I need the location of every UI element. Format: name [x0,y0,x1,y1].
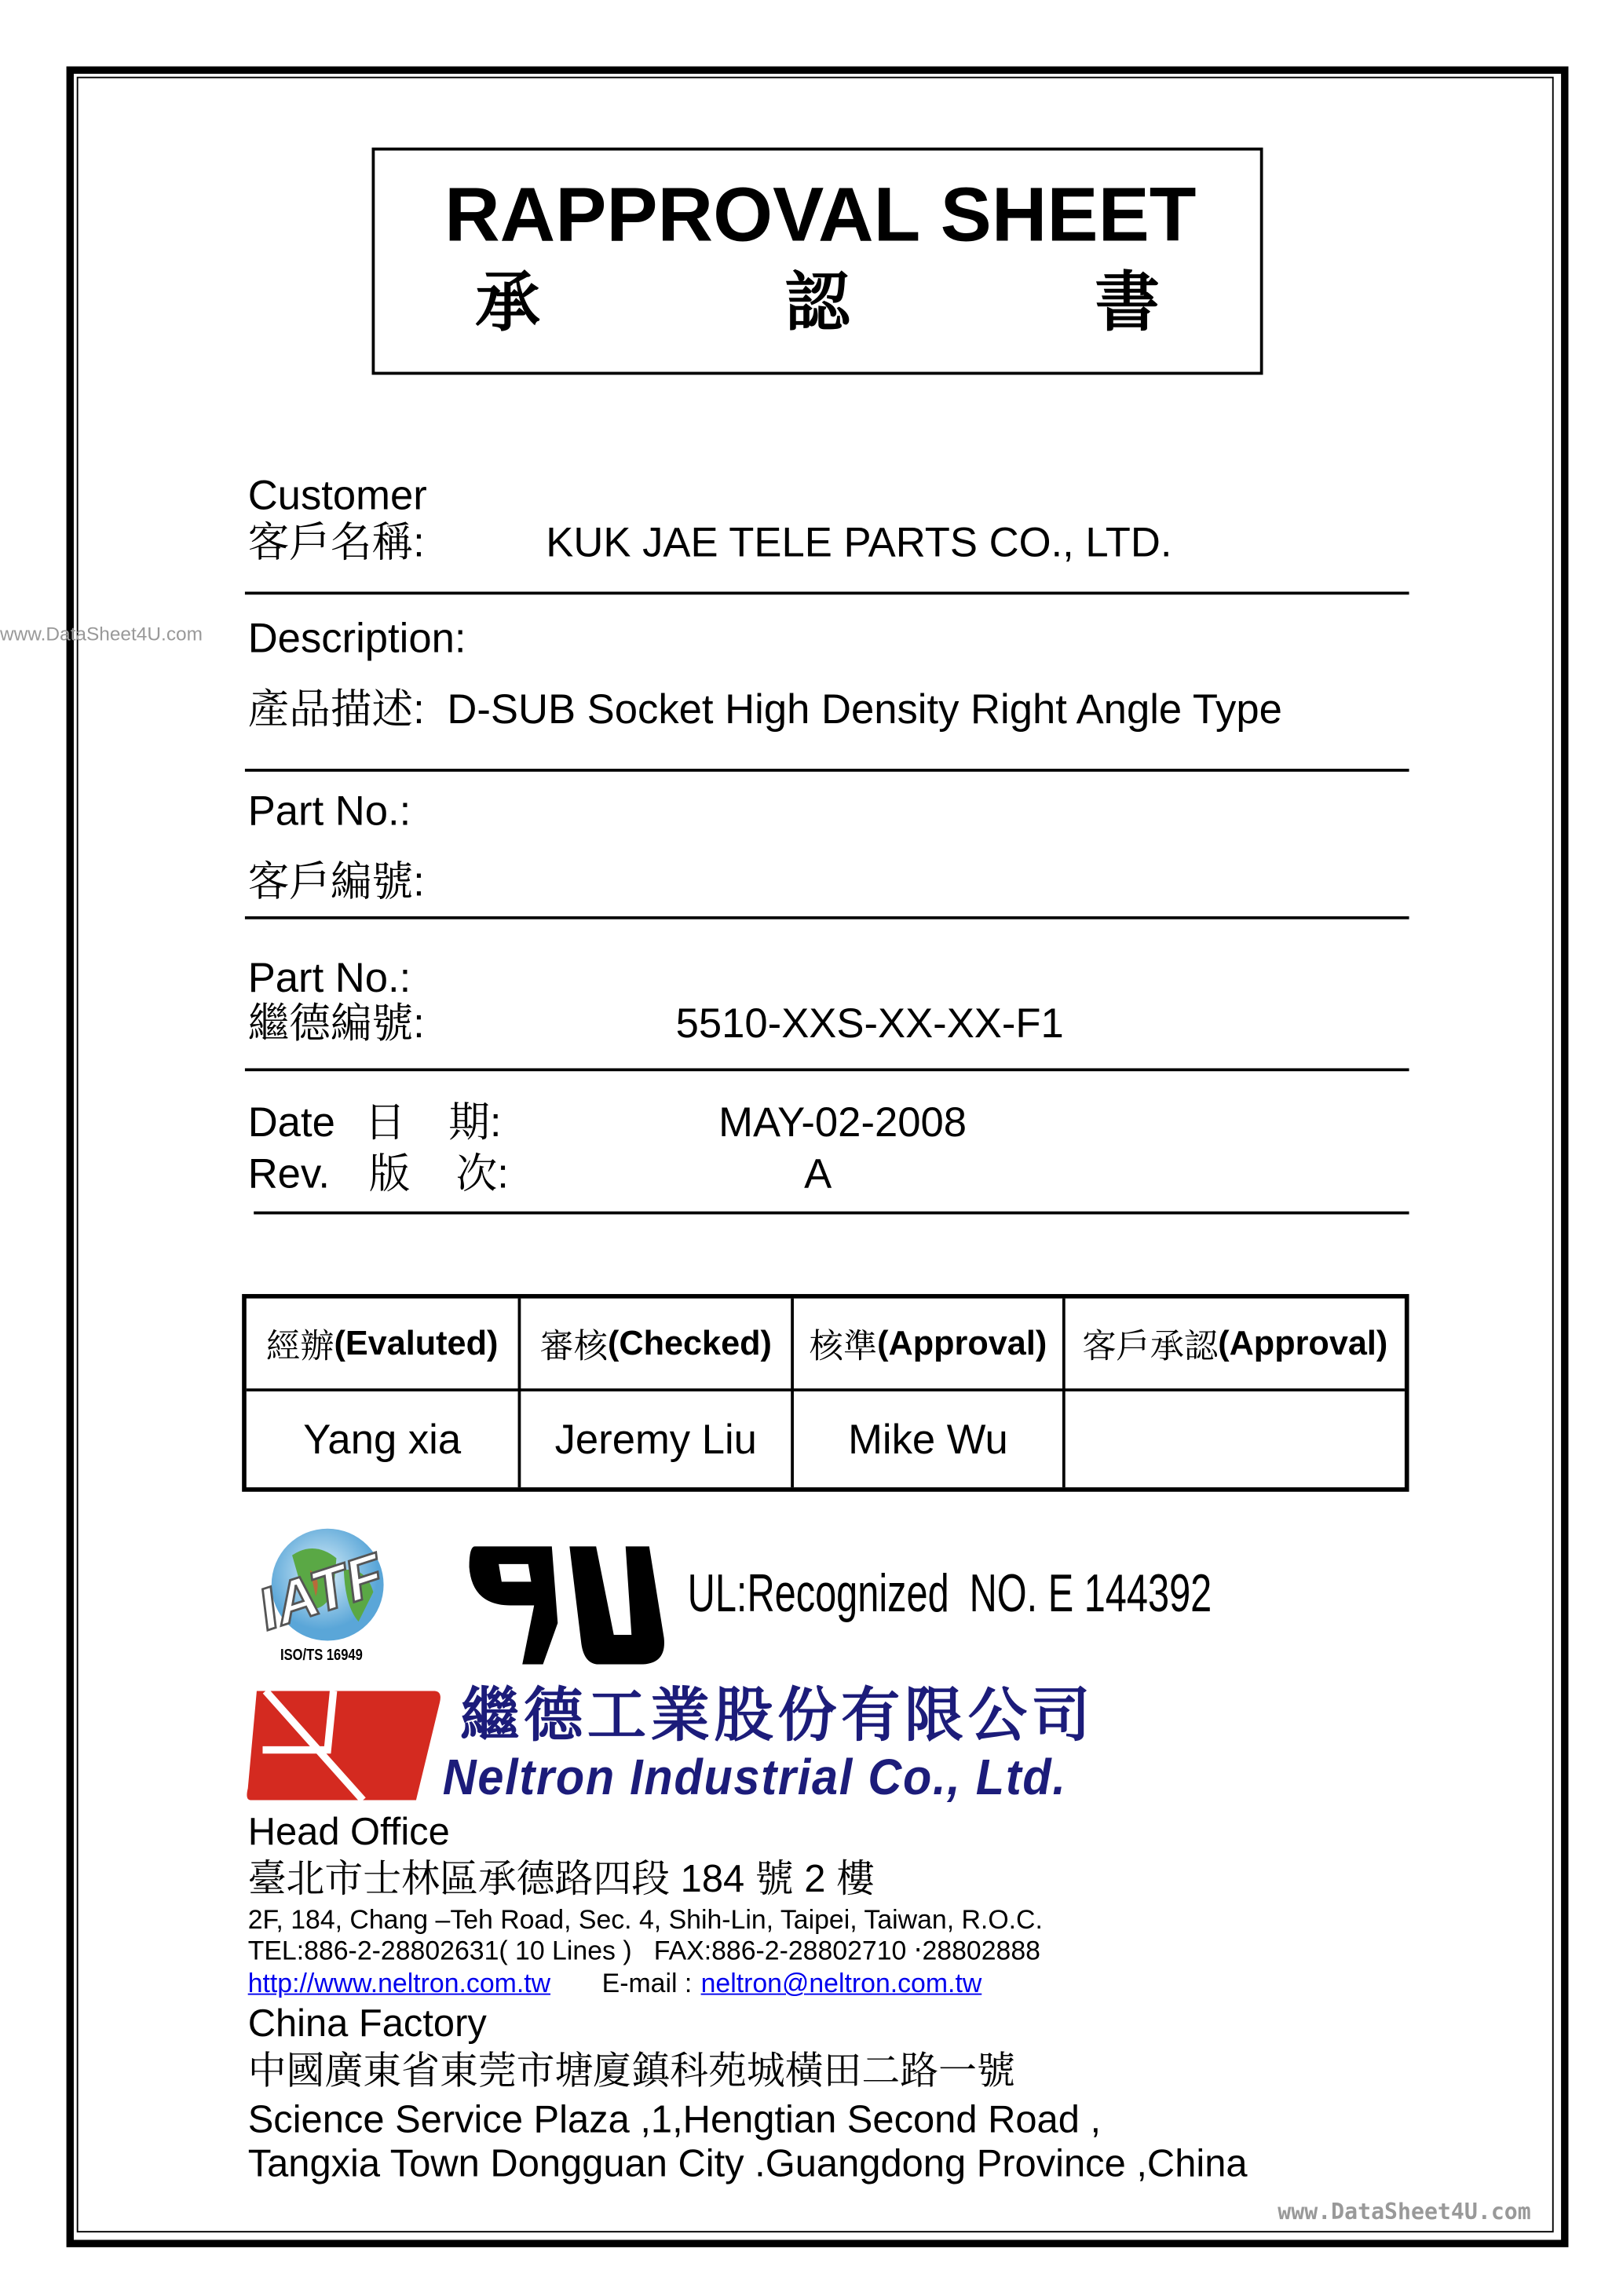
head-office-address-en: 2F, 184, Chang –Teh Road, Sec. 4, Shih-Lin, Taipei, Taiwan, R.O.C. [247,1904,1043,1935]
neltron-part-label-zh: 繼德編號: [247,1000,425,1047]
description-value: D-SUB Socket High Density Right Angle Type [447,686,1282,733]
china-factory-title: China Factory [247,2001,487,2046]
china-factory-address-zh: 中國廣東省東莞市塘廈鎮科苑城橫田二路一號 [247,2048,1015,2093]
header-evaluated [247,1299,518,1389]
head-office-title: Head Office [247,1808,450,1854]
iatf-logo-text: IATF [250,1540,392,1643]
header-zh: 經辦 [266,1326,334,1366]
value-checked: Jeremy Liu [554,1415,757,1462]
header-zh: 客戶承認 [1082,1326,1219,1366]
customer-label-en: Customer [247,472,427,518]
approval-table [242,1294,1409,1492]
customer-label-zh: 客戶名稱: [247,519,425,565]
header-en: (Evaluted) [334,1323,499,1362]
head-office-address-zh: 臺北市士林區承德路四段 184 號 2 樓 [247,1855,875,1901]
ul-recognized-text: UL:Recognized [687,1562,949,1624]
divider [245,916,1409,919]
china-factory-address-en-1: Science Service Plaza ,1,Hengtian Second Road , [247,2097,1102,2141]
value-approval: Mike Wu [848,1415,1008,1462]
ul-number: NO. E 144392 [969,1562,1212,1624]
iatf-logo [248,1526,401,1679]
neltron-logo-icon [245,1691,443,1800]
header-en: (Approval) [877,1323,1047,1362]
customer-part-label-zh: 客戶編號: [247,858,425,905]
company-name-zh: 繼德工業股份有限公司 [460,1684,1095,1749]
header-zh: 審核 [539,1326,608,1366]
ul-logo-icon [466,1546,670,1664]
header-checked [521,1299,791,1389]
divider [245,1068,1409,1071]
rev-label-zh2: 次: [455,1150,509,1197]
header-zh: 核準 [809,1326,878,1366]
title-zh-3: 書 [1095,265,1160,342]
head-office-tel-fax: TEL:886-2-28802631( 10 Lines ) FAX:886-2-28802710 ‧28802888 [247,1936,1041,1965]
rev-label-en: Rev. [247,1150,330,1197]
title-zh-2: 認 [784,265,850,342]
customer-part-label-en: Part No.: [247,788,411,834]
title-zh-1: 承 [475,265,540,342]
header-approval [794,1299,1062,1389]
neltron-part-label-en: Part No.: [247,954,411,1001]
divider [245,592,1409,595]
iatf-caption: ISO/TS 16949 [280,1647,363,1665]
value-customer-approval [1066,1391,1405,1487]
rev-value: A [804,1150,832,1197]
company-name-en: Neltron Industrial Co., Ltd. [442,1749,1067,1807]
globe-icon [248,1526,401,1643]
page-title: RAPPROVAL SHEET [444,172,1197,258]
date-value: MAY-02-2008 [718,1099,967,1146]
header-customer-approval [1066,1299,1405,1389]
header-en: (Approval) [1218,1323,1388,1362]
rev-label-zh1: 版 [368,1150,411,1197]
website-link[interactable]: http://www.neltron.com.tw [247,1968,551,1998]
email-label: E-mail : [601,1968,693,1998]
customer-value: KUK JAE TELE PARTS CO., LTD. [546,519,1172,565]
value-evaluated: Yang xia [303,1415,462,1462]
email-link[interactable]: neltron@neltron.com.tw [700,1968,982,1998]
china-factory-address-en-2: Tangxia Town Dongguan City .Guangdong Province ,China [247,2141,1248,2185]
divider [254,1212,1409,1215]
watermark-bottom: www.DataSheet4U.com [1278,2198,1531,2225]
neltron-part-value: 5510-XXS-XX-XX-F1 [675,1000,1064,1047]
description-label-zh: 產品描述: [247,686,425,733]
watermark-left: www.DataSheet4U.com [0,622,203,645]
date-label-zh1: 日 [364,1099,406,1146]
date-label-zh2: 期: [448,1099,502,1146]
date-label-en: Date [247,1099,335,1146]
title-box [372,148,1263,375]
description-label-en: Description: [247,615,466,661]
divider [245,769,1409,772]
header-en: (Checked) [607,1323,772,1362]
